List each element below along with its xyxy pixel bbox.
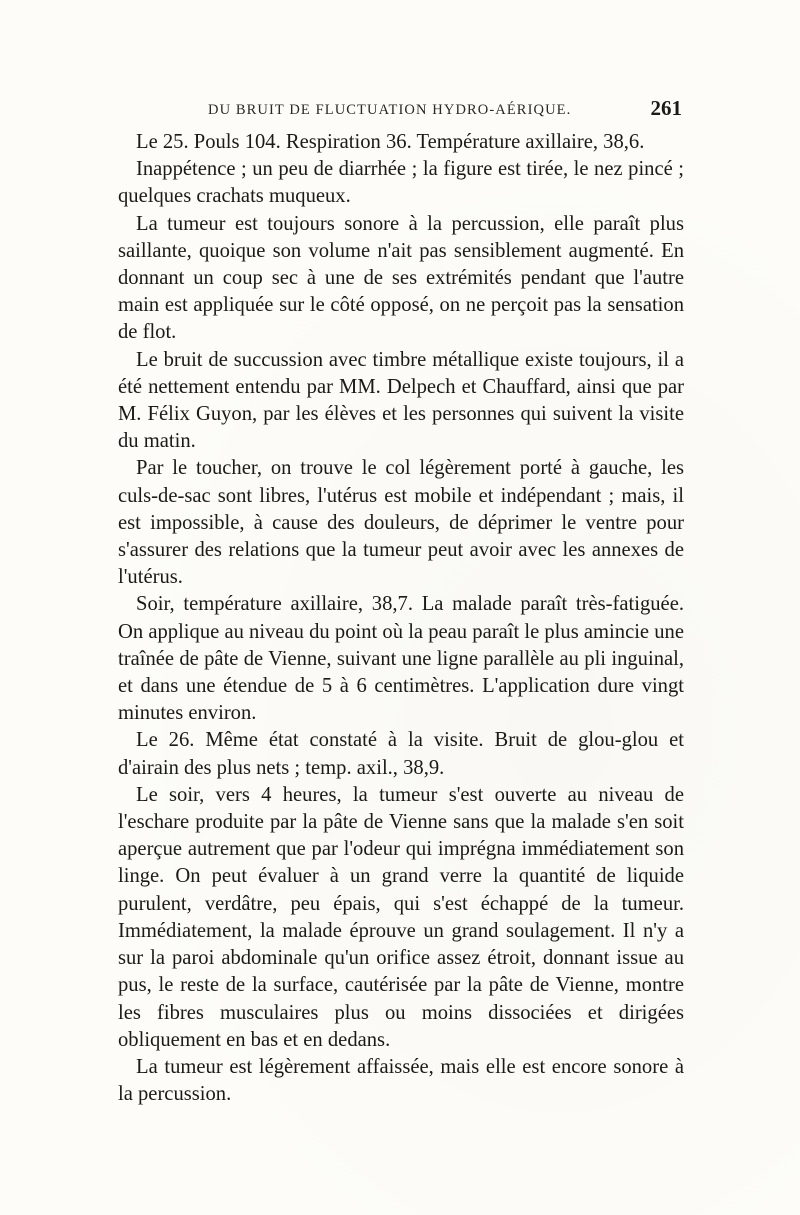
paragraph-pulse: Le 25. Pouls 104. Respiration 36. Température axillaire, 38,6. — [136, 131, 645, 153]
page-number: 261 — [650, 96, 682, 120]
paragraph-tumeur-sonore: La tumeur est toujours sonore à la percussion, elle paraît plus saillante, quoique son volume n'ait pas sensiblement augmenté. En donnant un coup sec à une de ses extrémités pendant que l'autre main est appliquée sur le côté opposé, on ne perçoit pas la sensation de flot. — [118, 212, 684, 344]
body-text — [118, 129, 684, 1108]
paragraph-bruit-succussion: Le bruit de succussion avec timbre métallique existe toujours, il a été nettement entendu par MM. Delpech et Chauffard, ainsi que par M. Félix Guyon, par les élèves et les personnes qui suivent la visite du matin. — [118, 348, 684, 453]
paragraph-le-26: Le 26. Même état constaté à la visite. Bruit de glou-glou et d'airain des plus nets ; temp. axil., 38,9. — [118, 729, 684, 779]
running-head — [118, 98, 684, 124]
paragraph-le-soir: Le soir, vers 4 heures, la tumeur s'est ouverte au niveau de l'eschare produite par la pâte de Vienne sans que la malade s'en soit aperçue autrement que par l'odeur qui imprégna immédiatement son linge. On peut évaluer à un grand verre la quantité de liquide purulent, verdâtre, peu épais, qui s'est échappé de la tumeur. Immédiatement, la malade éprouve un grand soulagement. Il n'y a sur la paroi abdominale qu'un orifice assez étroit, donnant issue au pus, le reste de la surface, cautérisée par la pâte de Vienne, montre les fibres musculaires plus ou moins dissociées et dirigées obliquement en bas et en dedans. — [118, 783, 684, 1051]
paragraph-toucher: Par le toucher, on trouve le col légèrement porté à gauche, les culs-de-sac sont libres, l'utérus est mobile et indépendant ; mais, il est impossible, à cause des douleurs, de déprimer le ventre pour s'assurer des relations que la tumeur peut avoir avec les annexes de l'utérus. — [118, 457, 684, 589]
paragraph-tumeur-affaissee: La tumeur est légèrement affaissée, mais elle est encore sonore à la percussion. — [118, 1055, 684, 1106]
paragraph-inappetence: Inappétence ; un peu de diarrhée ; la figure est tirée, le nez pincé ; quelques crachats muqueux. — [118, 158, 684, 208]
paragraph-soir: Soir, température axillaire, 38,7. La malade paraît très-fatiguée. On applique au niveau du point où la peau paraît le plus amincie une traînée de pâte de Vienne, suivant une ligne parallèle au pli inguinal, et dans une étendue de 5 à 6 centimètres. L'application dure vingt minutes environ. — [118, 593, 684, 725]
running-title: DU BRUIT DE FLUCTUATION HYDRO-AÉRIQUE. — [208, 102, 572, 118]
